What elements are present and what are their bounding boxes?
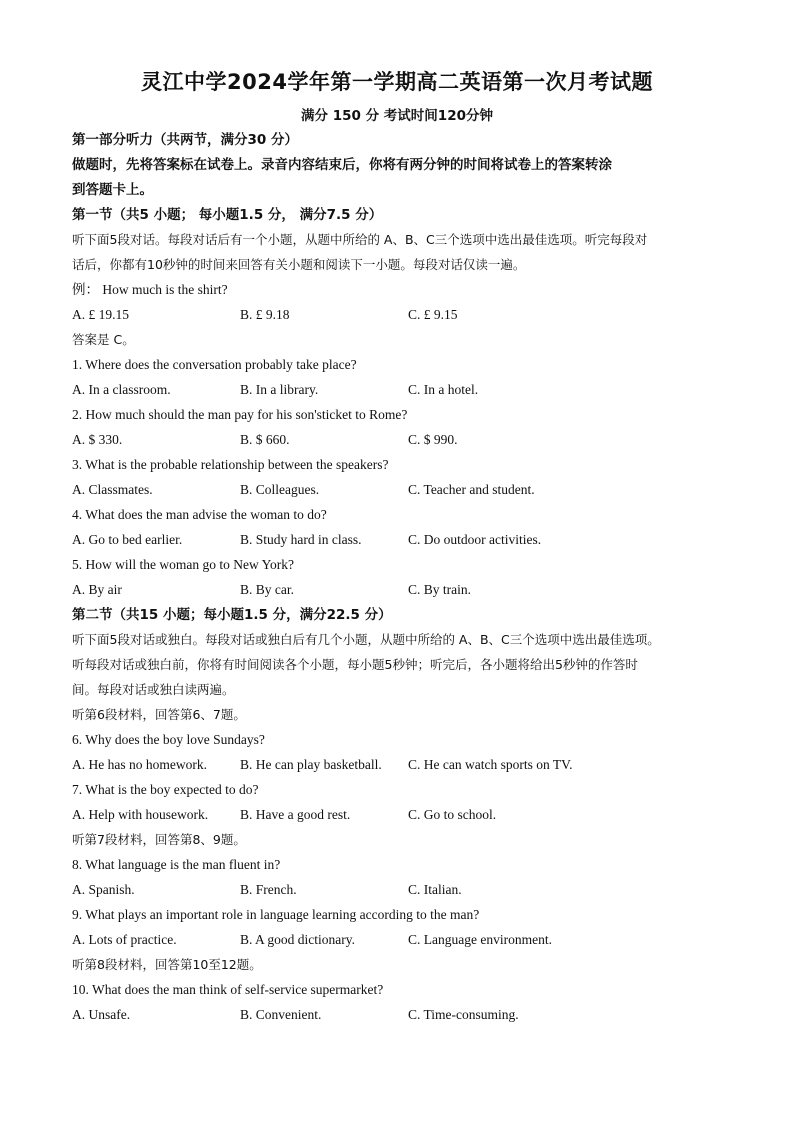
option-b: B. Colleagues. xyxy=(240,482,320,497)
part1-instruction: 做题时，先将答案标在试卷上。录音内容结束后，你将有两分钟的时间将试卷上的答案转涂 xyxy=(72,157,612,173)
option-b: B. By car. xyxy=(240,582,294,597)
option-c: C. Time-consuming. xyxy=(408,1007,519,1022)
option-c: C. By train. xyxy=(408,582,471,597)
question: 2. How much should the man pay for his son'sticket to Rome? xyxy=(72,407,408,422)
option-b: B. French. xyxy=(240,882,297,897)
option-a: A. In a classroom. xyxy=(72,382,171,397)
option-b: B. He can play basketball. xyxy=(240,757,382,772)
exam-title: 灵江中学2024学年第一学期高二英语第一次月考试题 xyxy=(141,70,653,94)
option-b: B. In a library. xyxy=(240,382,319,397)
example-answer: 答案是 C。 xyxy=(72,332,135,347)
option-c: C. Italian. xyxy=(408,882,462,897)
material-label: 听第8段材料，回答第10至12题。 xyxy=(72,957,262,972)
section1-instruction: 听下面5段对话。每段对话后有一个小题，从题中所给的 A、B、C三个选项中选出最佳选项。听完每段对 xyxy=(72,232,648,247)
question: 3. What is the probable relationship between the speakers? xyxy=(72,457,389,472)
option-b: B. Have a good rest. xyxy=(240,807,351,822)
question: 6. Why does the boy love Sundays? xyxy=(72,732,265,747)
section1-instruction: 话后，你都有10秒钟的时间来回答有关小题和阅读下一小题。每段对话仅读一遍。 xyxy=(72,257,526,272)
section2-instruction: 听每段对话或独白前，你将有时间阅读各个小题，每小题5秒钟；听完后，各小题将给出5秒钟的作答时 xyxy=(72,657,638,672)
option-a: A. $ 330. xyxy=(72,432,123,447)
question: 1. Where does the conversation probably take place? xyxy=(72,357,357,372)
question: 5. How will the woman go to New York? xyxy=(72,557,294,572)
option-b: B. $ 660. xyxy=(240,432,290,447)
option-b: B. A good dictionary. xyxy=(240,932,355,947)
example-option-b: B. £ 9.18 xyxy=(240,307,290,322)
option-a: A. Go to bed earlier. xyxy=(72,532,183,547)
option-c: C. Teacher and student. xyxy=(408,482,535,497)
material-label: 听第6段材料，回答第6、7题。 xyxy=(72,707,246,722)
part1-heading: 第一部分听力（共两节，满分30 分） xyxy=(72,132,298,148)
option-a: A. He has no homework. xyxy=(72,757,207,772)
question: 4. What does the man advise the woman to do? xyxy=(72,507,327,522)
question: 8. What language is the man fluent in? xyxy=(72,857,281,872)
question: 10. What does the man think of self-service supermarket? xyxy=(72,982,384,997)
section1-heading: 第一节（共5 小题； 每小题1.5 分， 满分7.5 分） xyxy=(72,207,383,223)
option-a: A. Help with housework. xyxy=(72,807,209,822)
option-c: C. Language environment. xyxy=(408,932,552,947)
question: 9. What plays an important role in language learning according to the man? xyxy=(72,907,480,922)
exam-subtitle: 满分 150 分 考试时间120分钟 xyxy=(301,108,493,124)
option-a: A. Classmates. xyxy=(72,482,153,497)
section2-instruction: 间。每段对话或独白读两遍。 xyxy=(72,682,235,697)
option-b: B. Study hard in class. xyxy=(240,532,362,547)
question: 7. What is the boy expected to do? xyxy=(72,782,259,797)
part1-instruction: 到答题卡上。 xyxy=(72,182,153,198)
material-label: 听第7段材料，回答第8、9题。 xyxy=(72,832,246,847)
example-option-a: A. £ 19.15 xyxy=(72,307,129,322)
option-a: A. Spanish. xyxy=(72,882,135,897)
option-a: A. Unsafe. xyxy=(72,1007,131,1022)
option-b: B. Convenient. xyxy=(240,1007,322,1022)
option-a: A. Lots of practice. xyxy=(72,932,177,947)
section2-heading: 第二节（共15 小题；每小题1.5 分，满分22.5 分） xyxy=(72,607,392,623)
option-c: C. Go to school. xyxy=(408,807,497,822)
option-c: C. In a hotel. xyxy=(408,382,479,397)
option-a: A. By air xyxy=(72,582,122,597)
example-question: 例： How much is the shirt? xyxy=(72,282,228,297)
option-c: C. $ 990. xyxy=(408,432,458,447)
option-c: C. He can watch sports on TV. xyxy=(408,757,573,772)
example-option-c: C. £ 9.15 xyxy=(408,307,458,322)
option-c: C. Do outdoor activities. xyxy=(408,532,542,547)
section2-instruction: 听下面5段对话或独白。每段对话或独白后有几个小题，从题中所给的 A、B、C三个选项中选出最佳选项。 xyxy=(72,632,660,647)
